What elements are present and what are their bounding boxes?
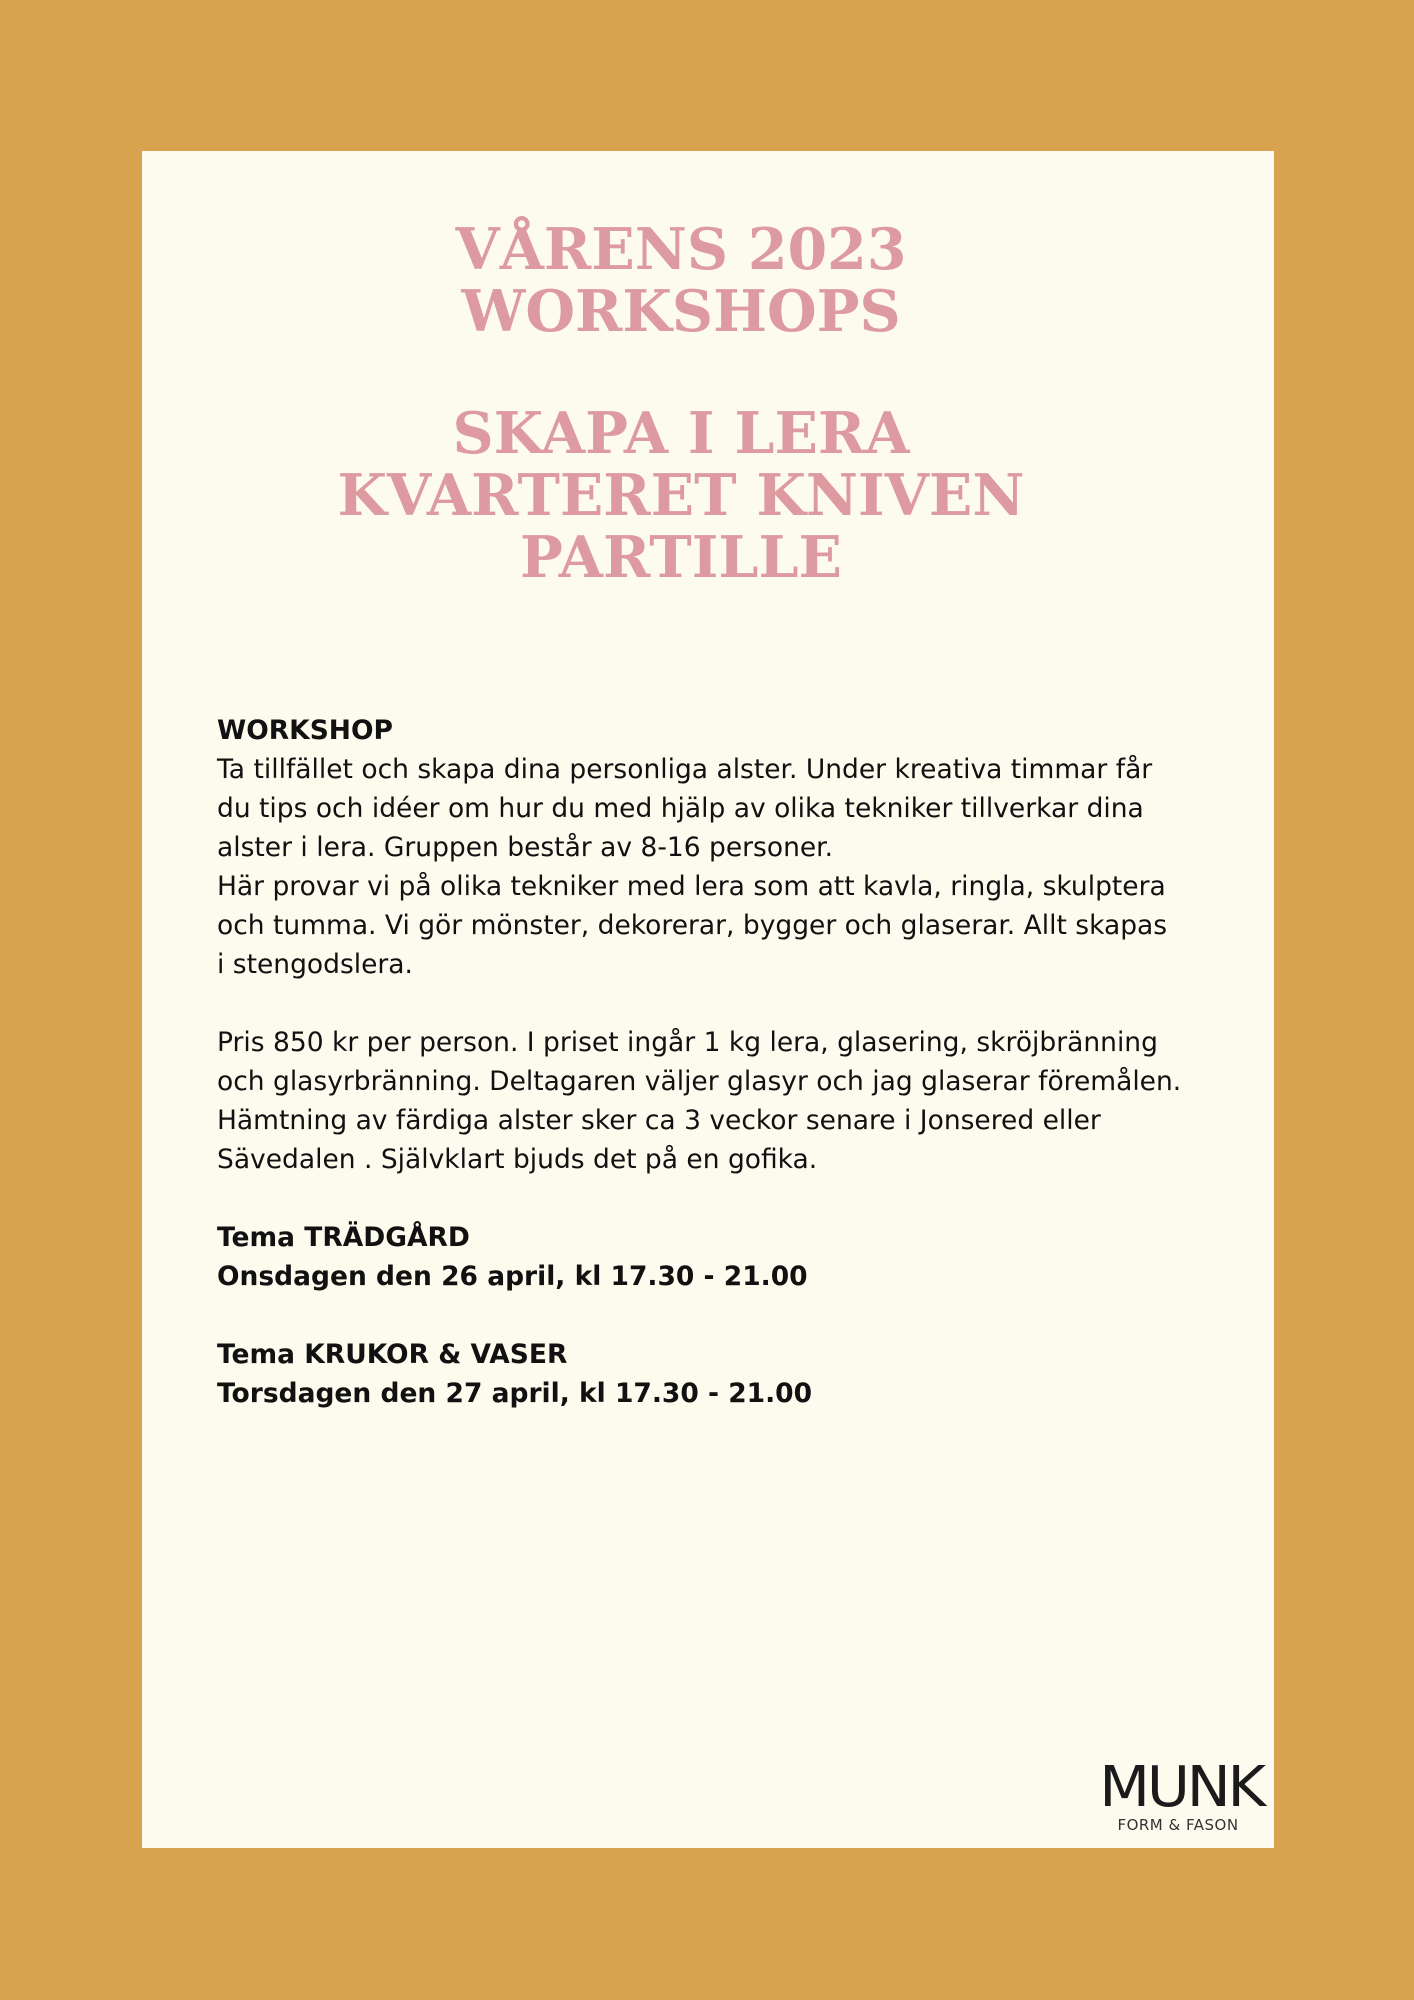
logo-mark: MUNK xyxy=(1099,1755,1263,1820)
intro-line: du tips och idéer om hur du med hjälp av olika tekniker tillverkar dina xyxy=(217,793,1144,824)
price-line: Pris 850 kr per person. I priset ingår 1 kg lera, glasering, skröjbränning xyxy=(217,1027,1158,1058)
event-theme: Tema TRÄDGÅRD xyxy=(217,1222,470,1253)
event-theme: Tema KRUKOR & VASER xyxy=(217,1339,568,1370)
spacer xyxy=(217,1179,1257,1218)
event-date: Torsdagen den 27 april, kl 17.30 - 21.00 xyxy=(217,1378,813,1409)
subtitle-line-1: SKAPA I LERA xyxy=(452,400,910,467)
spacer xyxy=(217,1296,1257,1335)
logo-tagline: FORM & FASON xyxy=(1117,1816,1239,1834)
intro-line: Här provar vi på olika tekniker med lera som att kavla, ringla, skulptera xyxy=(217,871,1166,902)
price-line: Sävedalen . Självklart bjuds det på en gofika. xyxy=(217,1144,818,1175)
price-line: och glasyrbränning. Deltagaren väljer glasyr och jag glaserar föremålen. xyxy=(217,1066,1182,1097)
workshop-description xyxy=(217,711,1257,1413)
section-title: WORKSHOP xyxy=(217,715,393,746)
intro-line: i stengodslera. xyxy=(217,949,413,980)
price-line: Hämtning av färdiga alster sker ca 3 veckor senare i Jonsered eller xyxy=(217,1105,1101,1136)
subtitle-line-2: KVARTERET KNIVEN xyxy=(337,462,1025,529)
intro-line: och tumma. Vi gör mönster, dekorerar, bygger och glaserar. Allt skapas xyxy=(217,910,1168,941)
spacer xyxy=(217,984,1257,1023)
munk-logo xyxy=(1099,1755,1263,1834)
page-title xyxy=(142,216,1220,345)
title-line-1: VÅRENS 2023 xyxy=(455,216,907,283)
page-subtitle xyxy=(142,400,1220,591)
event-date: Onsdagen den 26 april, kl 17.30 - 21.00 xyxy=(217,1261,808,1292)
intro-line: alster i lera. Gruppen består av 8-16 personer. xyxy=(217,832,834,863)
intro-line: Ta tillfället och skapa dina personliga alster. Under kreativa timmar får xyxy=(217,754,1153,785)
subtitle-line-3: PARTILLE xyxy=(520,524,842,591)
title-line-2: WORKSHOPS xyxy=(461,278,901,345)
flyer-card xyxy=(142,151,1274,1848)
